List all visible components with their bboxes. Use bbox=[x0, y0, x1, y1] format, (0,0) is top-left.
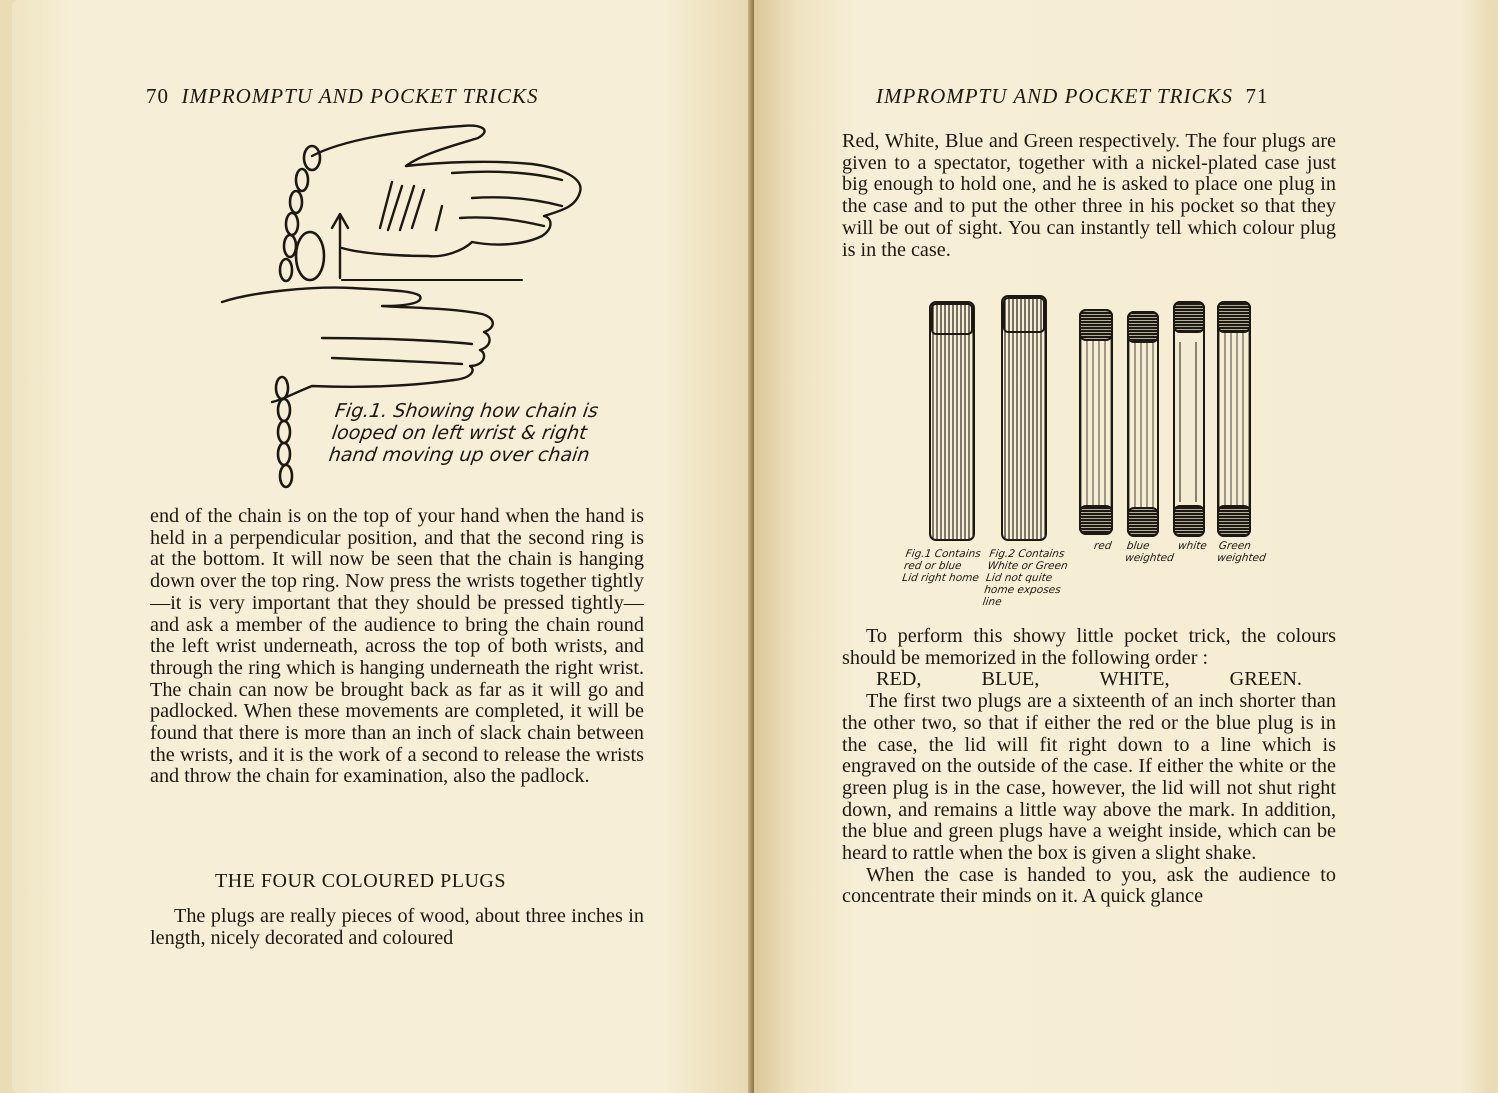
blue-plug bbox=[1128, 312, 1158, 536]
case-paragraph: When the case is handed to you, ask the audience to concentrate their minds on it. A quick glance bbox=[842, 863, 1336, 908]
right-head-title: IMPROMPTU AND POCKET TRICKS bbox=[876, 84, 1233, 108]
plugs-illustration bbox=[924, 292, 1254, 542]
label-line: weighted bbox=[1124, 552, 1175, 564]
colour-order-item: RED, bbox=[876, 668, 922, 691]
hands-figure-caption bbox=[327, 400, 599, 466]
label-line: Lid not quite bbox=[985, 572, 1053, 584]
label-line: Fig.2 Contains bbox=[988, 548, 1066, 560]
white-plug bbox=[1174, 302, 1204, 536]
right-intro-text bbox=[842, 131, 1336, 261]
right-body-text bbox=[842, 626, 1336, 908]
green-label bbox=[1216, 540, 1268, 564]
green-plug bbox=[1218, 302, 1250, 536]
body-paragraph: end of the chain is on the top of your hand when the hand is held in a perpendicular position, and that the second ring is at the bottom. It will now be seen that the chain is hanging down over the top ring. Now press the wrists together tightly—it is very important that they should be pressed tightly—and ask a member of the audience to bring the chain round the left wrist underneath, across the top of both wrists, and through the ring which is hanging underneath the right wrist. The chain can now be brought back as far as it will go and padlocked. When these movements are completed, it will be found that there is more than an inch of slack chain between the wrists, and it is the work of a second to release the wrists and throw the chain for examination, also the padlock. bbox=[150, 505, 644, 788]
label-line: blue bbox=[1126, 540, 1151, 552]
caption-line: looped on left wrist & right bbox=[330, 422, 589, 444]
label-line: Fig.1 Contains bbox=[904, 548, 982, 560]
caption-line: hand moving up over chain bbox=[327, 444, 592, 466]
intro-paragraph: Red, White, Blue and Green respectively. The four plugs are given to a spectator, together with a nickel-plated case just big enough to hold one, and he is asked to place one plug in the case and to put the other three in his pocket so that they will be out of sight. You can instantly tell which colour plug is in the case. bbox=[842, 130, 1336, 261]
left-head-title: IMPROMPTU AND POCKET TRICKS bbox=[181, 84, 539, 108]
case-1 bbox=[930, 302, 974, 540]
red-plug bbox=[1080, 310, 1112, 534]
label-line: weighted bbox=[1216, 552, 1267, 564]
section-heading: THE FOUR COLOURED PLUGS bbox=[215, 870, 506, 892]
red-label: red bbox=[1093, 540, 1113, 552]
colour-order-item: BLUE, bbox=[981, 668, 1040, 691]
fig1-label bbox=[901, 548, 983, 584]
left-running-head bbox=[146, 84, 539, 109]
right-running-head bbox=[876, 84, 1269, 109]
label-line: White or Green bbox=[986, 560, 1069, 572]
left-page-number: 70 bbox=[146, 84, 169, 108]
right-page bbox=[754, 0, 1490, 1093]
section-paragraph: The plugs are really pieces of wood, about three inches in length, nicely decorated and coloured bbox=[150, 905, 644, 949]
right-page-number: 71 bbox=[1245, 84, 1269, 108]
fig2-label bbox=[982, 548, 1070, 608]
label-line: home exposes bbox=[983, 584, 1062, 596]
white-label: white bbox=[1177, 540, 1208, 552]
colour-order-item: GREEN. bbox=[1229, 668, 1302, 691]
label-line: red or blue bbox=[903, 560, 963, 572]
label-line: line bbox=[981, 596, 1003, 608]
label-line: Green bbox=[1218, 540, 1252, 552]
perform-paragraph: To perform this showy little pocket trick, the colours should be memorized in the following order : bbox=[842, 625, 1336, 669]
left-page bbox=[12, 0, 754, 1093]
blue-label bbox=[1124, 540, 1176, 564]
plugs-paragraph: The first two plugs are a sixteenth of an inch shorter than the other two, so that if either the red or the blue plug is in the case, the lid will fit right down to a line which is engraved on the outside of the case. If either the white or the green plug is in the case, however, the lid will not shut right down, and remains a little way above the mark. In addition, the blue and green plugs have a weight inside, which can be heard to rattle when the box is given a slight shake. bbox=[842, 690, 1336, 865]
left-body-text bbox=[150, 506, 644, 788]
colour-order-item: WHITE, bbox=[1099, 668, 1170, 691]
caption-line: Fig.1. Showing how chain is bbox=[333, 400, 600, 422]
label-line: Lid right home bbox=[901, 572, 980, 584]
left-section-text bbox=[150, 906, 644, 949]
colour-order bbox=[842, 669, 1336, 691]
